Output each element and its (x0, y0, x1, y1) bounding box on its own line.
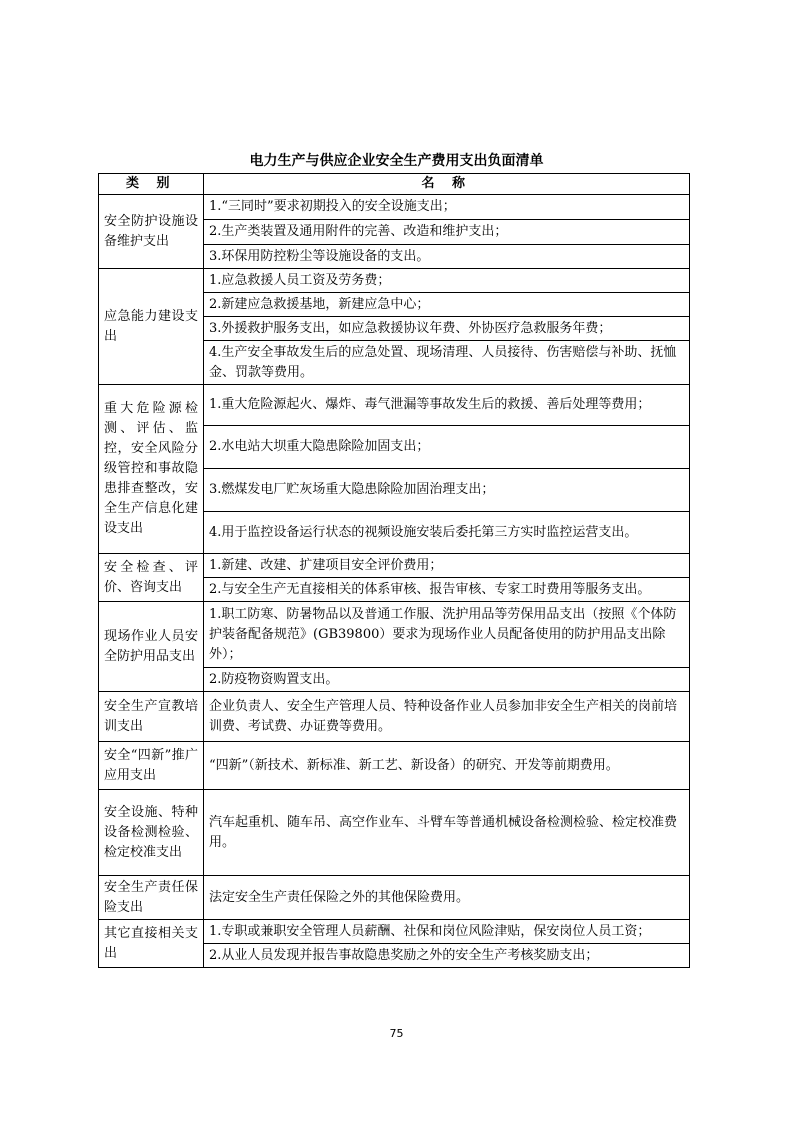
category-cell: 安全“四新”推广应用支出 (99, 742, 204, 790)
category-cell: 安全生产责任保险支出 (99, 876, 204, 920)
table-row (99, 790, 690, 876)
item-cell: 2.生产类装置及通用附件的完善、改造和维护支出； (204, 220, 690, 245)
item-cell: 4.生产安全事故发生后的应急处置、现场清理、人员接待、伤害赔偿与补助、抚恤金、罚款等费用。 (204, 341, 690, 385)
item-cell: 3.环保用防控粉尘等设施设备的支出。 (204, 245, 690, 269)
item-cell: 1.专职或兼职安全管理人员薪酬、社保和岗位风险津贴，保安岗位人员工资； (204, 920, 690, 944)
document-title: 电力生产与供应企业安全生产费用支出负面清单 (249, 153, 544, 169)
table-header-row (99, 174, 690, 195)
category-cell: 其它直接相关支出 (99, 920, 204, 968)
table-row (99, 602, 690, 668)
page-number: 75 (389, 1027, 404, 1040)
item-cell: 1.新建、改建、扩建项目安全评价费用； (204, 554, 690, 578)
item-cell: “四新”（新技术、新标准、新工艺、新设备）的研究、开发等前期费用。 (204, 742, 690, 790)
table-row (99, 920, 690, 944)
item-cell: 2.与安全生产无直接相关的体系审核、报告审核、专家工时费用等服务支出。 (204, 578, 690, 602)
item-cell: 1.重大危险源起火、爆炸、毒气泄漏等事故发生后的救援、善后处理等费用； (204, 385, 690, 426)
header-name: 名 称 (204, 174, 690, 195)
table-row (99, 742, 690, 790)
category-cell: 重大危险源检测、评估、监控，安全风险分级管控和事故隐患排查整改，安全生产信息化建设支出 (99, 385, 204, 554)
item-cell: 1.应急救援人员工资及劳务费； (204, 269, 690, 293)
item-cell: 法定安全生产责任保险之外的其他保险费用。 (204, 876, 690, 920)
item-cell: 1.职工防寒、防暑物品以及普通工作服、洗护用品等劳保用品支出（按照《个体防护装备配备规范》(GB39800）要求为现场作业人员配备使用的防护用品支出除外）； (204, 602, 690, 668)
item-cell: 企业负责人、安全生产管理人员、特种设备作业人员参加非安全生产相关的岗前培训费、考试费、办证费等费用。 (204, 692, 690, 742)
category-cell: 安全检查、评价、咨询支出 (99, 554, 204, 602)
category-cell: 安全防护设施设备维护支出 (99, 195, 204, 269)
item-cell: 2.从业人员发现并报告事故隐患奖励之外的安全生产考核奖励支出； (204, 944, 690, 968)
table-row (99, 554, 690, 578)
table-row (99, 692, 690, 742)
negative-list-table (98, 173, 690, 968)
item-cell: 1.“三同时”要求初期投入的安全设施支出； (204, 195, 690, 220)
item-cell: 2.新建应急救援基地，新建应急中心； (204, 293, 690, 317)
category-cell: 安全生产宣教培训支出 (99, 692, 204, 742)
category-cell: 现场作业人员安全防护用品支出 (99, 602, 204, 692)
table-row (99, 195, 690, 220)
item-cell: 4.用于监控设备运行状态的视频设施安装后委托第三方实时监控运营支出。 (204, 512, 690, 554)
item-cell: 2.水电站大坝重大隐患除险加固支出； (204, 426, 690, 469)
item-cell: 2.防疫物资购置支出。 (204, 668, 690, 692)
item-cell: 3.燃煤发电厂贮灰场重大隐患除险加固治理支出； (204, 469, 690, 512)
item-cell: 汽车起重机、随车吊、高空作业车、斗臂车等普通机械设备检测检验、检定校准费用。 (204, 790, 690, 876)
table-row (99, 876, 690, 920)
item-cell: 3.外援救护服务支出，如应急救援协议年费、外协医疗急救服务年费； (204, 317, 690, 341)
category-cell: 应急能力建设支出 (99, 269, 204, 385)
category-cell: 安全设施、特种设备检测检验、检定校准支出 (99, 790, 204, 876)
table-row (99, 269, 690, 293)
header-category: 类 别 (99, 174, 204, 195)
table-row (99, 385, 690, 426)
